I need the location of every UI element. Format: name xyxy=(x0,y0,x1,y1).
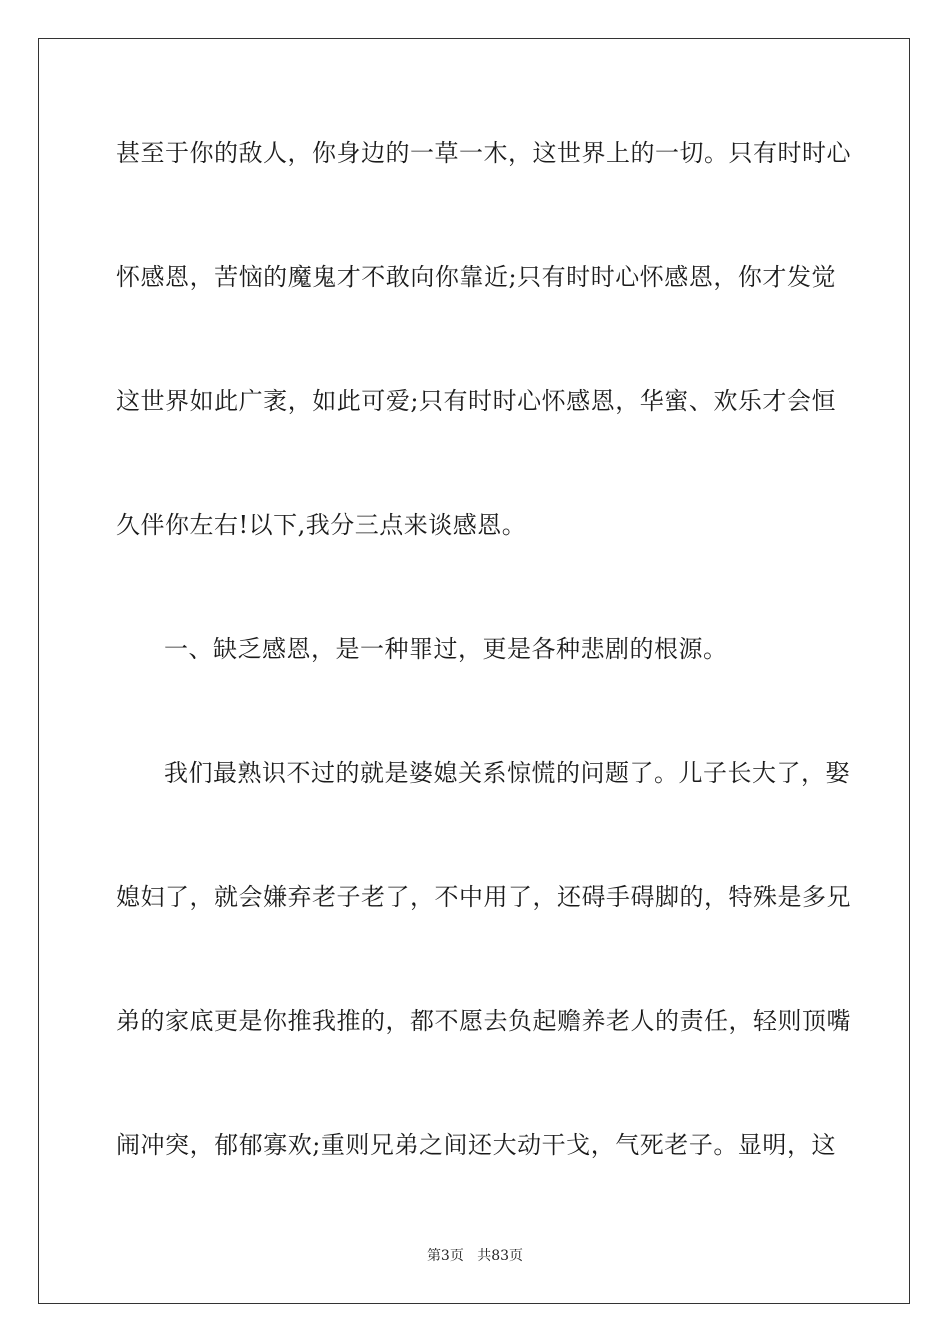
page-frame xyxy=(38,38,910,1304)
page-footer xyxy=(0,1247,950,1265)
body-line-7: 媳妇了，就会嫌弃老子老了，不中用了，还碍手碍脚的，特殊是多兄 xyxy=(116,883,851,911)
body-line-8: 弟的家底更是你推我推的，都不愿去负起赡养老人的责任，轻则顶嘴 xyxy=(116,1007,851,1035)
body-line-1: 甚至于你的敌人，你身边的一草一木，这世界上的一切。只有时时心 xyxy=(116,139,851,167)
body-line-6: 我们最熟识不过的就是婆媳关系惊慌的问题了。儿子长大了，娶 xyxy=(164,759,850,787)
page-total: 共83页 xyxy=(477,1248,524,1264)
body-line-2: 怀感恩，苦恼的魔鬼才不敢向你靠近;只有时时心怀感恩，你才发觉 xyxy=(116,263,836,291)
section-heading: 一、缺乏感恩，是一种罪过，更是各种悲剧的根源。 xyxy=(164,635,728,663)
page-number: 第3页 xyxy=(426,1248,464,1264)
body-line-4: 久伴你左右!以下,我分三点来谈感恩。 xyxy=(116,511,527,539)
body-line-9: 闹冲突，郁郁寡欢;重则兄弟之间还大动干戈，气死老子。显明，这 xyxy=(116,1131,836,1159)
body-line-3: 这世界如此广袤，如此可爱;只有时时心怀感恩，华蜜、欢乐才会恒 xyxy=(116,387,836,415)
